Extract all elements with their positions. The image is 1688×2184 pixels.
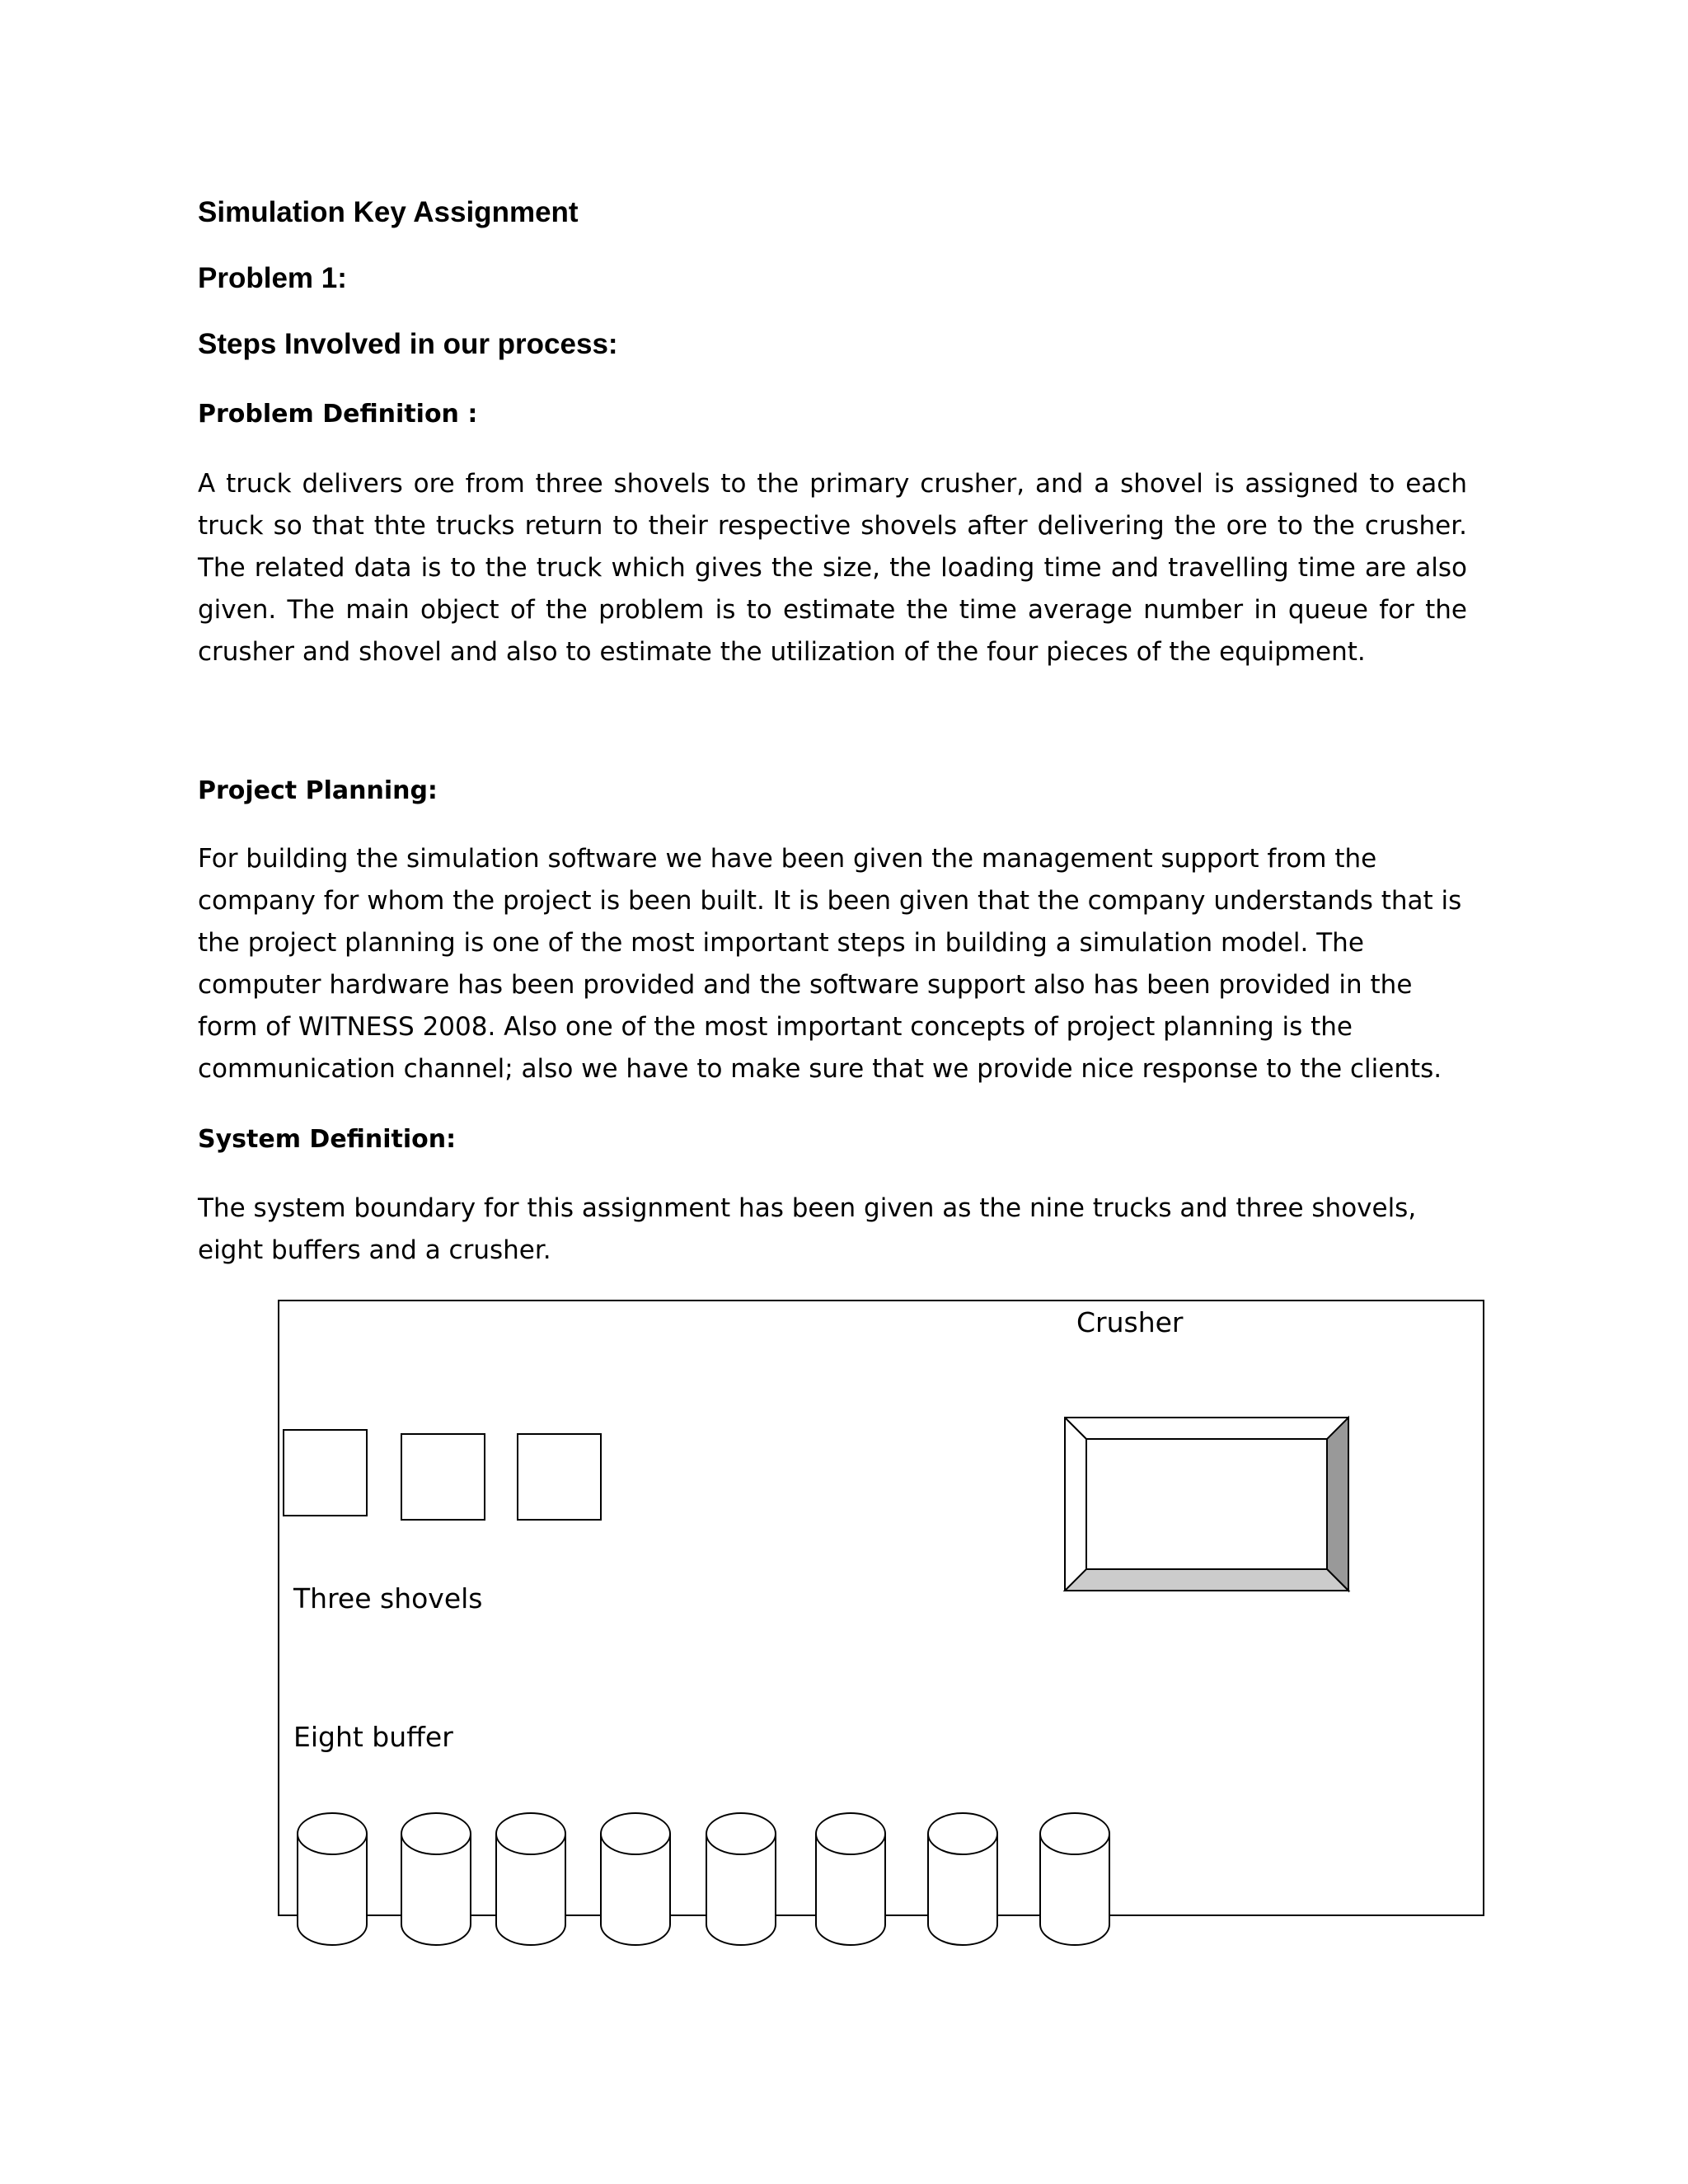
shovel-box [401, 1434, 485, 1520]
shovel-box [518, 1434, 601, 1520]
buffer-cylinder [816, 1813, 885, 1945]
steps-heading: Steps Involved in our process: [198, 328, 618, 360]
shovel-box [284, 1430, 367, 1516]
buffer-cylinder [1040, 1813, 1109, 1945]
problem-definition-heading: Problem Definition : [198, 400, 478, 429]
crusher-label: Crusher [1076, 1306, 1184, 1338]
buffers-label: Eight buffer [293, 1721, 453, 1753]
buffer-cylinder [928, 1813, 997, 1945]
system-definition-heading: System Definition: [198, 1125, 457, 1154]
project-planning-paragraph: For building the simulation software we have been given the management support from the company for whom the project is been built. It is been given that the company understands that is the project planning is one of the most important steps in building a simulation model. The computer hardware has been provided and the software support also has been provided in the form of WITNESS 2008. Also one of the most important concepts of project planning is the communication channel; also we have to make sure that we provide nice response to the clients. [198, 844, 1462, 1084]
buffer-cylinder [496, 1813, 565, 1945]
buffer-cylinder [401, 1813, 471, 1945]
crusher-bevel-bottom [1065, 1569, 1348, 1591]
document-title: Simulation Key Assignment [198, 196, 579, 228]
buffer-cylinder [298, 1813, 367, 1945]
shovels-label: Three shovels [293, 1582, 483, 1615]
problem-heading: Problem 1: [198, 262, 347, 294]
buffer-cylinder [706, 1813, 776, 1945]
crusher-icon [1065, 1418, 1348, 1591]
problem-definition-paragraph: A truck delivers ore from three shovels to the primary crusher, and a shovel is assigned to each truck so that thte trucks return to their respective shovels after delivering the ore to the crusher. The related data is to the truck which gives the size, the loading time and travelling time are also given. The main object of the problem is to estimate the time average number in queue for the crusher and shovel and also to estimate the utilization of the four pieces of the equipment. [198, 469, 1467, 667]
project-planning-heading: Project Planning: [198, 776, 438, 805]
buffer-cylinder [601, 1813, 670, 1945]
crusher-bevel-right [1327, 1418, 1348, 1591]
system-definition-paragraph: The system boundary for this assignment has been given as the nine trucks and three shovels, eight buffers and a crusher. [198, 1193, 1417, 1265]
